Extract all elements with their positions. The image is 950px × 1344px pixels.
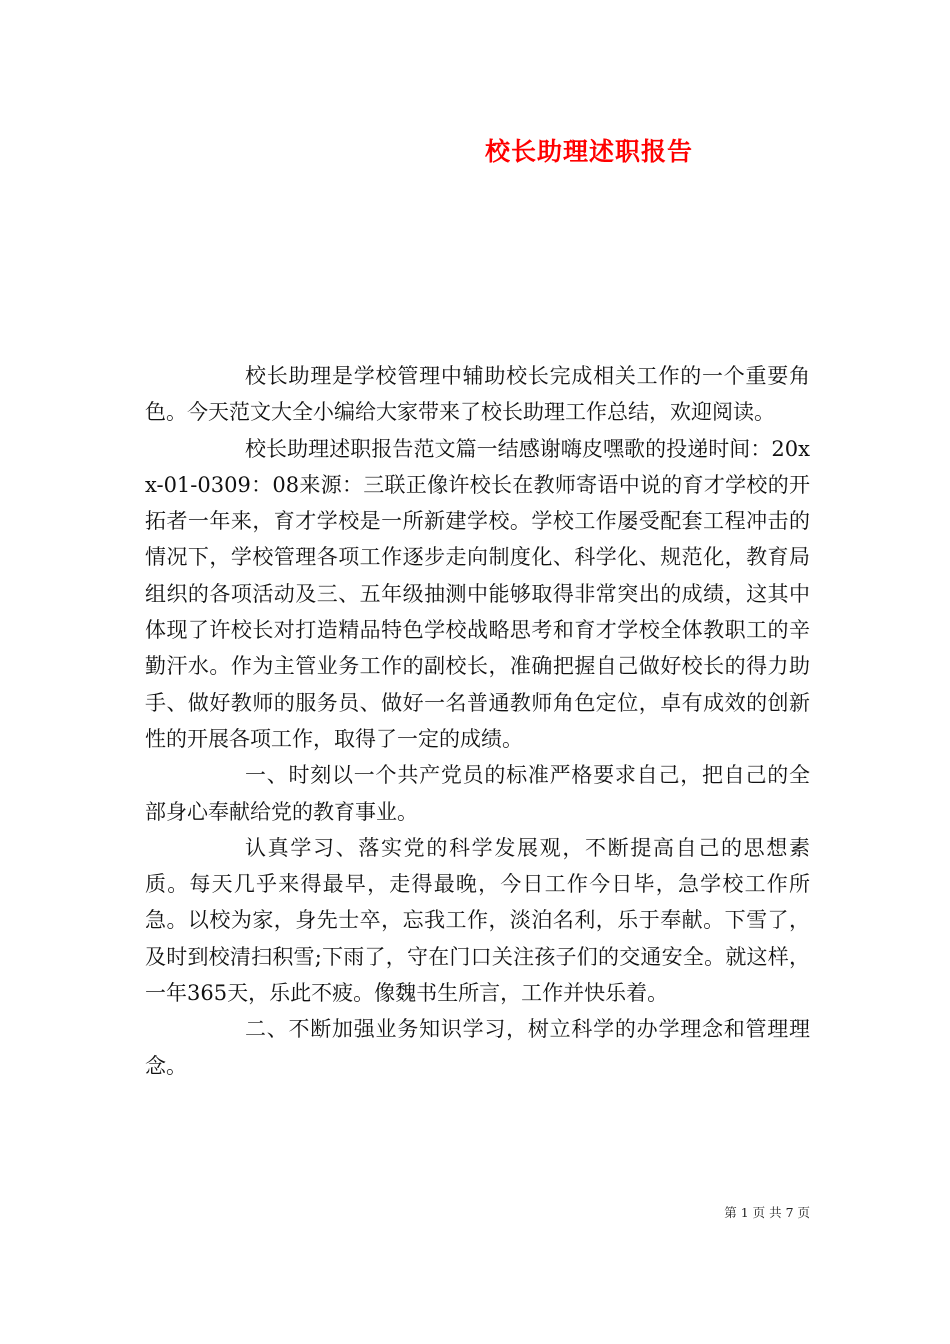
paragraph-section-one-body: 认真学习、落实党的科学发展观，不断提高自己的思想素质。每天几乎来得最早，走得最晚，今日工作今日毕，急学校工作所急。以校为家，身先士卒，忘我工作，淡泊名利，乐于奉献。下雪了，及时到校清扫积雪;下雨了，守在门口关注孩子们的交通安全。就这样，一年365天，乐此不疲。像魏书生所言，工作并快乐着。 [145,835,810,1006]
paragraph-report: 校长助理述职报告范文篇一结感谢嗨皮嘿歌的投递时间：20xx-01-0309：08来源：三联正像许校长在教师寄语中说的育才学校的开拓者一年来，育才学校是一所新建学校。学校工作屡受配套工程冲击的情况下，学校管理各项工作逐步走向制度化、科学化、规范化，教育局组织的各项活动及三、五年级抽测中能够取得非常突出的成绩，这其中体现了许校长对打造精品特色学校战略思考和育才学校全体教职工的辛勤汗水。作为主管业务工作的副校长，准确把握自己做好校长的得力助手、做好教师的服务员、做好一名普通教师角色定位，卓有成效的创新性的开展各项工作，取得了一定的成绩。 [145,436,810,751]
document-body [145,358,810,1084]
page-number-footer: 第 1 页 共 7 页 [724,1205,810,1220]
paragraph-intro: 校长助理是学校管理中辅助校长完成相关工作的一个重要角色。今天范文大全小编给大家带来了校长助理工作总结，欢迎阅读。 [145,364,810,425]
document-title: 校长助理述职报告 [484,137,693,166]
paragraph-section-one-heading: 一、时刻以一个共产党员的标准严格要求自己，把自己的全部身心奉献给党的教育事业。 [145,763,810,824]
paragraph-section-two-heading: 二、不断加强业务知识学习，树立科学的办学理念和管理理念。 [145,1017,810,1078]
